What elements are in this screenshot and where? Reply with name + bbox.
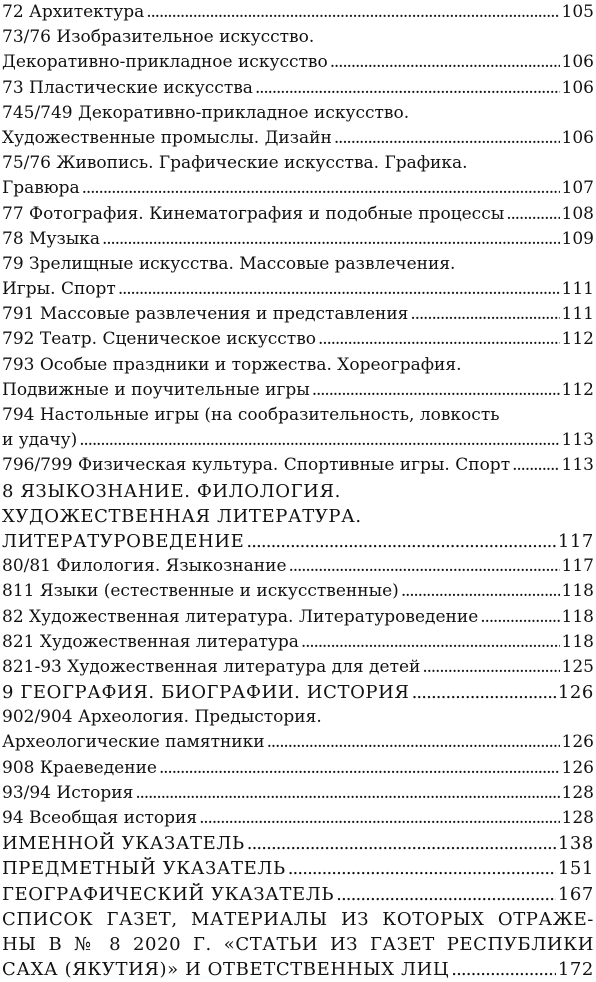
toc-entry-last-line (2, 202, 594, 227)
toc-entry-last-line (2, 176, 594, 201)
leader-dots (412, 680, 556, 705)
toc-entry-title: 821-93 Художественная литература для детей (2, 656, 421, 677)
leader-dots (330, 50, 560, 75)
toc-entry-title: 908 Краеведение (2, 757, 157, 778)
toc-geographic-index (2, 882, 594, 907)
toc-section-9 (2, 680, 594, 705)
leader-dots (334, 126, 560, 151)
toc-entry-title: ЛИТЕРАТУРОВЕДЕНИЕ (2, 530, 245, 552)
toc-entry-title: Гравюра (2, 178, 80, 199)
toc-entry-last-line (2, 831, 594, 856)
toc-entry-title: ПРЕДМЕТНЫЙ УКАЗАТЕЛЬ (2, 858, 286, 880)
toc-entry-title-line: ХУДОЖЕСТВЕННАЯ ЛИТЕРАТУРА. (2, 505, 362, 527)
toc-entry-title: Художественные промыслы. Дизайн (2, 127, 332, 148)
toc-entry-title: Археологические памятники (2, 732, 265, 753)
toc-page-number: 112 (561, 379, 594, 400)
toc-entry-title: 811 Языки (естественные и искусственные) (2, 581, 399, 602)
leader-dots (289, 554, 560, 579)
toc-page-number: 106 (561, 52, 594, 73)
toc-entry-last-line (2, 957, 594, 982)
toc-page-number: 128 (561, 808, 594, 828)
toc-page-number: 106 (561, 127, 594, 148)
toc-entry-title: 80/81 Филология. Языкознание (2, 556, 287, 577)
toc-entry-last-line (2, 882, 594, 907)
toc-entry-title: 82 Художественная литература. Литературоведение (2, 606, 479, 627)
toc-entry-745-749 (2, 101, 594, 151)
toc-page-number: 108 (561, 203, 594, 224)
toc-entry-title-line: 75/76 Живопись. Графические искусства. Графика. (2, 153, 468, 174)
leader-dots (146, 0, 559, 25)
toc-entry-821-93 (2, 655, 594, 680)
toc-entry-78 (2, 227, 594, 252)
toc-page-number: 111 (561, 304, 594, 325)
leader-dots (159, 756, 560, 781)
toc-entry-last-line (2, 126, 594, 151)
toc-page-number: 111 (561, 279, 594, 300)
toc-page-number: 113 (561, 430, 594, 451)
toc-entry-title: Игры. Спорт (2, 279, 116, 300)
toc-entry-last-line (2, 554, 594, 579)
toc-entry-title: 93/94 История (2, 782, 134, 803)
toc-entry-title-line: 794 Настольные игры (на сообразительность, ловкость (2, 405, 500, 425)
toc-entry-title: 9 ГЕОГРАФИЯ. БИОГРАФИИ. ИСТОРИЯ (2, 682, 410, 704)
toc-entry-last-line (2, 327, 594, 352)
toc-entry-72 (2, 0, 594, 25)
leader-dots (336, 882, 556, 907)
toc-page-number: 118 (561, 631, 594, 652)
toc-entry-793 (2, 353, 594, 403)
toc-entry-title-line: 902/904 Археология. Предыстория. (2, 707, 322, 728)
toc-entry-77 (2, 202, 594, 227)
toc-entry-title-line: 745/749 Декоративно-прикладное искусство. (2, 102, 410, 123)
toc-entry-last-line (2, 605, 594, 630)
leader-dots (199, 806, 559, 831)
toc-entry-last-line (2, 302, 594, 327)
toc-page-number: 172 (557, 959, 594, 981)
toc-entry-title: 94 Всеобщая история (2, 808, 198, 828)
toc-entry-79 (2, 252, 594, 302)
toc-entry-last-line (2, 756, 594, 781)
toc-entry-821 (2, 630, 594, 655)
toc-entry-title: ИМЕННОЙ УКАЗАТЕЛЬ (2, 833, 245, 855)
leader-dots (79, 428, 559, 453)
toc-entry-811 (2, 579, 594, 604)
leader-dots (247, 831, 556, 856)
toc-entry-75-76 (2, 151, 594, 201)
toc-page-number: 128 (561, 782, 594, 803)
toc-entry-73-76 (2, 25, 594, 75)
toc-page-number: 113 (561, 455, 594, 476)
toc-entry-title-line: 73/76 Изобразительное искусство. (2, 27, 315, 48)
toc-entry-last-line (2, 0, 594, 25)
toc-entry-title-line: СПИСОК ГАЗЕТ, МАТЕРИАЛЫ ИЗ КОТОРЫХ ОТРАЖЕ- (2, 908, 594, 930)
leader-dots (267, 730, 560, 755)
toc-section-8 (2, 479, 594, 555)
toc-entry-last-line (2, 730, 594, 755)
leader-dots (135, 781, 559, 806)
leader-dots (82, 176, 560, 201)
toc-entry-last-line (2, 76, 594, 101)
toc-entry-last-line (2, 428, 594, 453)
toc-page-number: 126 (557, 682, 594, 704)
toc-entry-902-904 (2, 705, 594, 755)
leader-dots (255, 76, 560, 101)
toc-entry-last-line (2, 453, 594, 478)
toc-entry-792 (2, 327, 594, 352)
toc-page-number: 112 (561, 329, 594, 350)
toc-page-number: 126 (561, 757, 594, 778)
toc-entry-908 (2, 756, 594, 781)
toc-entry-last-line (2, 579, 594, 604)
toc-page-number: 118 (561, 581, 594, 602)
toc-entry-title-line: 8 ЯЗЫКОЗНАНИЕ. ФИЛОЛОГИЯ. (2, 480, 341, 502)
toc-entry-794 (2, 403, 594, 453)
toc-entry-title: Декоративно-прикладное искусство (2, 52, 328, 73)
toc-entry-title: ГЕОГРАФИЧЕСКИЙ УКАЗАТЕЛЬ (2, 883, 335, 905)
toc-entry-title: Подвижные и поучительные игры (2, 379, 310, 400)
leader-dots (451, 957, 556, 982)
toc-entry-title: 72 Архитектура (2, 2, 145, 22)
toc-page-number: 117 (557, 530, 594, 552)
toc-entry-last-line (2, 277, 594, 302)
toc-page-number: 105 (561, 2, 594, 22)
toc-entry-796-799 (2, 453, 594, 478)
toc-entry-80-81 (2, 554, 594, 579)
toc-entry-last-line (2, 655, 594, 680)
toc-entry-title: и удачу) (2, 430, 78, 451)
toc-entry-last-line (2, 630, 594, 655)
toc-entry-last-line (2, 680, 594, 705)
leader-dots (480, 605, 559, 630)
toc-newspaper-list (2, 907, 594, 982)
toc-entry-82 (2, 605, 594, 630)
toc-subject-index (2, 856, 594, 881)
toc-entry-title: 821 Художественная литература (2, 631, 299, 652)
toc-entry-title: 791 Массовые развлечения и представления (2, 304, 409, 325)
toc-page-number: 106 (561, 77, 594, 98)
toc-entry-title-line: 793 Особые праздники и торжества. Хореография. (2, 354, 462, 375)
toc-entry-title: 796/799 Физическая культура. Спортивные игры. Спорт (2, 455, 511, 476)
toc-entry-last-line (2, 856, 594, 881)
toc-name-index (2, 831, 594, 856)
leader-dots (512, 453, 559, 478)
toc-entry-791 (2, 302, 594, 327)
leader-dots (246, 529, 555, 554)
leader-dots (118, 277, 560, 302)
leader-dots (102, 227, 560, 252)
toc-entry-last-line (2, 50, 594, 75)
leader-dots (312, 378, 560, 403)
toc-entry-title: 792 Театр. Сценическое искусство (2, 329, 317, 350)
toc-entry-title: САХА (ЯКУТИЯ)» И ОТВЕТСТВЕННЫХ ЛИЦ (2, 959, 450, 981)
toc-entry-last-line (2, 227, 594, 252)
toc-page-number: 117 (561, 556, 594, 577)
leader-dots (401, 579, 560, 604)
leader-dots (506, 202, 559, 227)
toc-entry-73 (2, 76, 594, 101)
toc-entry-last-line (2, 529, 594, 554)
toc-entry-title-line: НЫ В № 8 2020 Г. «СТАТЬИ ИЗ ГАЗЕТ РЕСПУБЛИКИ (2, 933, 594, 955)
toc-entry-title: 78 Музыка (2, 228, 101, 249)
toc-page-number: 167 (557, 883, 594, 905)
toc-entry-title: 73 Пластические искусства (2, 77, 253, 98)
toc-page-number: 125 (561, 656, 594, 677)
toc-entry-title: 77 Фотография. Кинематография и подобные процессы (2, 203, 505, 224)
toc-entry-93-94 (2, 781, 594, 806)
toc-page-number: 126 (561, 732, 594, 753)
toc-entry-last-line (2, 378, 594, 403)
toc-page-number: 118 (561, 606, 594, 627)
toc-entry-title-line: 79 Зрелищные искусства. Массовые развлечения. (2, 253, 456, 274)
toc-entry-last-line (2, 806, 594, 831)
toc-page-number: 151 (557, 858, 594, 880)
leader-dots (410, 302, 559, 327)
leader-dots (422, 655, 559, 680)
leader-dots (301, 630, 560, 655)
leader-dots (318, 327, 560, 352)
leader-dots (288, 856, 556, 881)
toc-page-number: 107 (561, 178, 594, 199)
toc-page-number: 109 (561, 228, 594, 249)
toc-entry-94 (2, 806, 594, 831)
toc-page-number: 138 (557, 833, 594, 855)
toc-entry-last-line (2, 781, 594, 806)
